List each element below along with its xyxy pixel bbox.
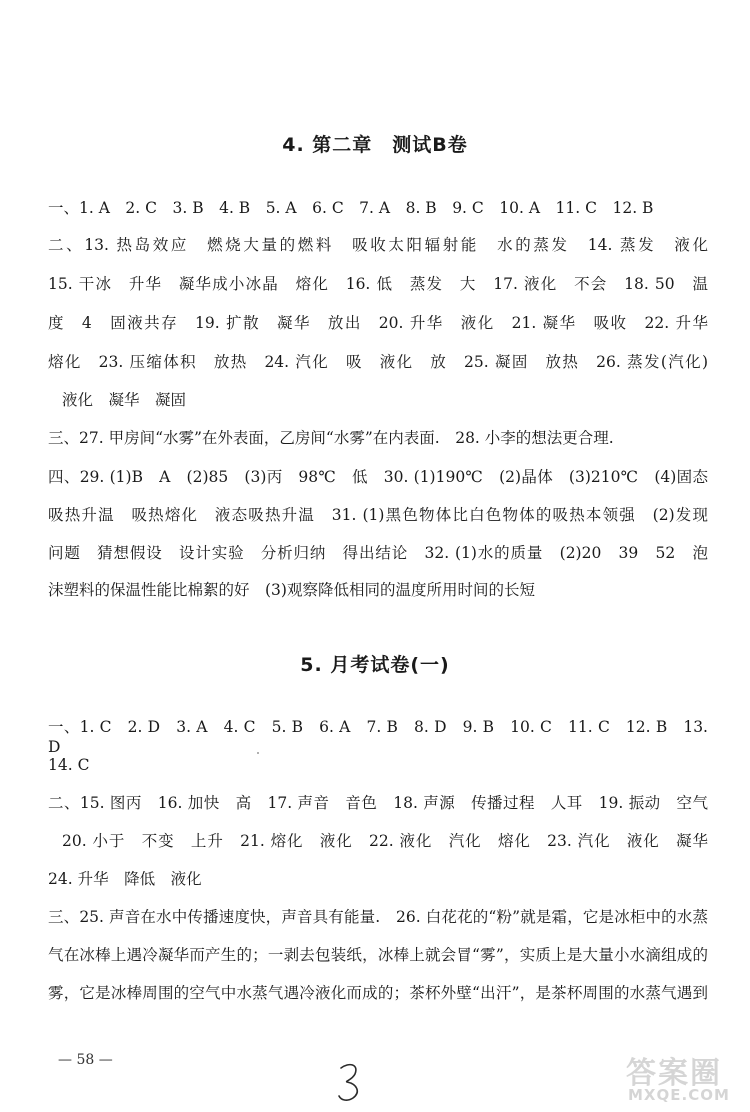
watermark-text-top: 答案圈 — [626, 1056, 722, 1091]
answer-line: 雾，它是冰棒周围的空气中水蒸气遇冷液化而成的；茶杯外壁“出汗”，是茶杯周围的水蒸气遇到 — [48, 984, 708, 1002]
answer-line: 一、1. A 2. C 3. B 4. B 5. A 6. C 7. A 8. B 9. C 10. A 11. C 12. B — [48, 199, 654, 217]
answer-line: 20. 小于 不变 上升 21. 熔化 液化 22. 液化 汽化 熔化 23. 汽化 液化 凝华 — [62, 832, 708, 850]
answer-line: 二、15. 图丙 16. 加快 高 17. 声音 音色 18. 声源 传播过程 人耳 19. 振动 空气 — [48, 794, 708, 812]
answer-line: 问题 猜想假设 设计实验 分析归纳 得出结论 32. (1)水的质量 (2)20 39 52 泡 — [48, 544, 708, 562]
answer-line: 14. C — [48, 756, 90, 774]
answer-line: 15. 干冰 升华 凝华成小冰晶 熔化 16. 低 蒸发 大 17. 液化 不会 18. 50 温 — [48, 275, 708, 293]
answer-line: 24. 升华 降低 液化 — [48, 870, 202, 888]
answer-line: 三、27. 甲房间“水雾”在外表面，乙房间“水雾”在内表面. 28. 小李的想法更合理. — [48, 429, 614, 447]
section-5-title: 5. 月考试卷(一) — [300, 654, 450, 676]
answer-line: 液化 凝华 凝固 — [62, 391, 187, 409]
answer-line: 沫塑料的保温性能比棉絮的好 (3)观察降低相同的温度所用时间的长短 — [48, 581, 535, 599]
answer-line: 气在冰棒上遇冷凝华而产生的；一剥去包装纸，冰棒上就会冒“雾”，实质上是大量小水滴组成的 — [48, 946, 708, 964]
answer-line: 度 4 固液共存 19. 扩散 凝华 放出 20. 升华 液化 21. 凝华 吸收 22. 升华 — [48, 314, 708, 332]
answer-line: 吸热升温 吸热熔化 液态吸热升温 31. (1)黑色物体比白色物体的吸热本领强 (2)发现 — [48, 506, 708, 524]
answer-line: 二、13. 热岛效应 燃烧大量的燃料 吸收太阳辐射能 水的蒸发 14. 蒸发 液化 — [48, 236, 708, 254]
section-4-title: 4. 第二章 测试B卷 — [282, 134, 468, 156]
ink-speck — [257, 752, 259, 754]
answer-line: 四、29. (1)B A (2)85 (3)丙 98℃ 低 30. (1)190℃ (2)晶体 (3)210℃ (4)固态 — [48, 468, 708, 486]
watermark-logo — [618, 1048, 746, 1108]
page-number: — 58 — — [58, 1052, 113, 1068]
answer-line: 熔化 23. 压缩体积 放热 24. 汽化 吸 液化 放 25. 凝固 放热 26. 蒸发(汽化) — [48, 353, 708, 371]
answer-line: 一、1. C 2. D 3. A 4. C 5. B 6. A 7. B 8. D 9. B 10. C 11. C 12. B 13. D — [48, 718, 708, 756]
handwritten-mark — [335, 1060, 365, 1104]
watermark-text-bottom: MXQE.COM — [628, 1086, 730, 1104]
answer-line: 三、25. 声音在水中传播速度快，声音具有能量. 26. 白花花的“粉”就是霜，它是冰柜中的水蒸 — [48, 908, 708, 926]
